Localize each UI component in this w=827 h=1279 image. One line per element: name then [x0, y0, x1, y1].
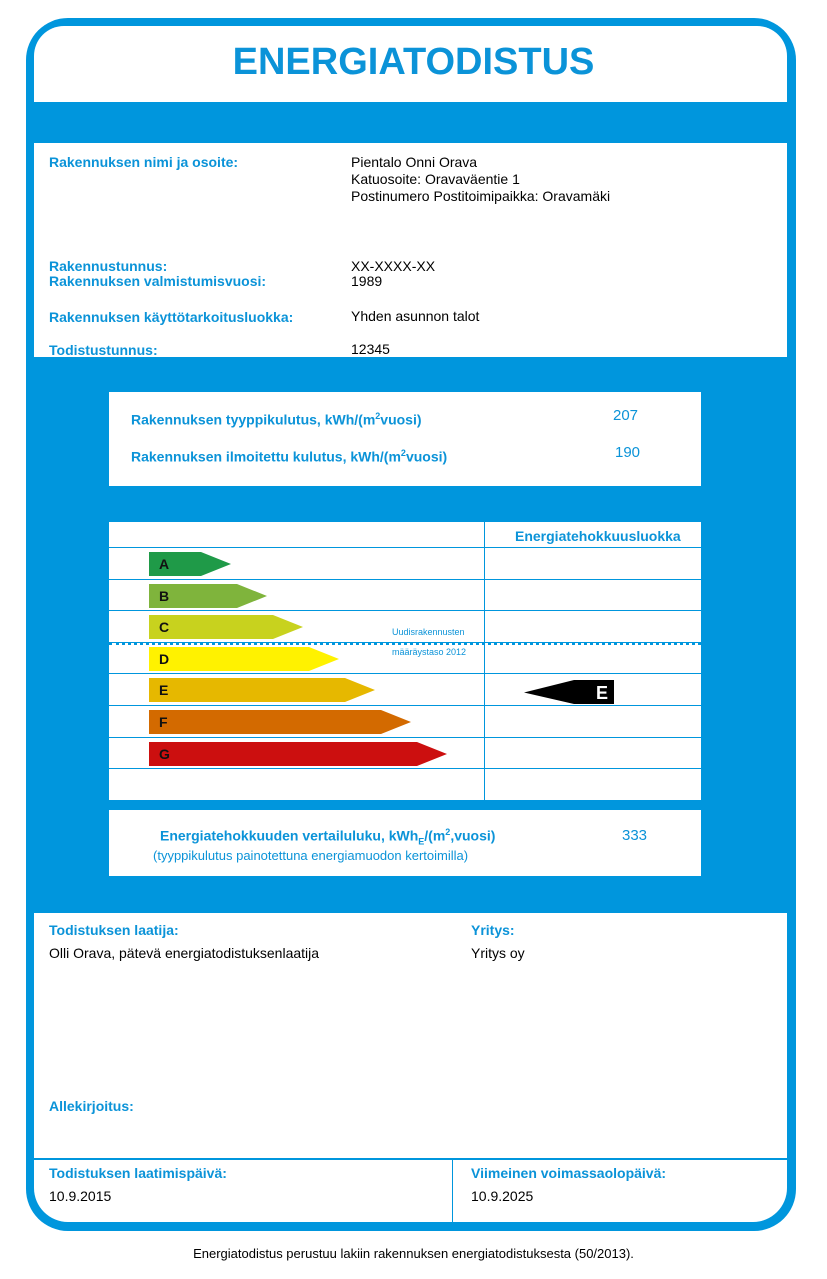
building-street-value: Katuosoite: Oravaväentie 1 — [351, 171, 520, 187]
energy-class-letter-a: A — [159, 556, 170, 572]
current-class-letter: E — [596, 683, 609, 703]
building-id-label: Rakennustunnus: — [49, 258, 168, 274]
building-class-value: Yhden asunnon talot — [351, 308, 480, 324]
scale-header: Energiatehokkuusluokka — [515, 528, 681, 544]
comparison-value: 333 — [622, 827, 648, 844]
building-name-value: Pientalo Onni Orava — [351, 154, 478, 170]
energy-class-letter-b: B — [159, 587, 170, 604]
certificate-id-value: 12345 — [351, 341, 390, 357]
date-value: 10.9.2015 — [49, 1188, 112, 1204]
signature-label: Allekirjoitus: — [49, 1098, 134, 1114]
energy-class-letter-d: D — [159, 650, 170, 667]
building-postal-value: Postinumero Postitoimipaikka: Oravamäki — [351, 188, 611, 204]
author-value: Olli Orava, pätevä energiatodistuksenlaatija — [49, 945, 320, 961]
scale-row-line — [109, 673, 701, 674]
date-label: Todistuksen laatimispäivä: — [49, 1165, 227, 1181]
scale-row-line — [109, 610, 701, 611]
typical-consumption-label: Rakennuksen tyyppikulutus, kWh/$(m^2vuosi)$ — [131, 411, 422, 428]
energy-class-letter-e: E — [159, 682, 169, 699]
company-label: Yritys: — [471, 922, 515, 938]
threshold-label-1: Uudisrakennusten — [392, 627, 465, 637]
scale-row-line — [109, 547, 701, 548]
typical-consumption-value: 207 — [613, 407, 639, 424]
energy-class-bar-g — [149, 742, 447, 766]
scale-row-line — [109, 768, 701, 769]
energy-class-bar-c — [149, 615, 303, 639]
building-year-value: 1989 — [351, 273, 383, 289]
comparison-sublabel: (tyyppikulutus painotettuna energiamuodon kertoimilla) — [153, 848, 469, 863]
certificate-id-label: Todistustunnus: — [49, 342, 158, 358]
building-name-label: Rakennuksen nimi ja osoite: — [49, 154, 239, 170]
reported-consumption-label: Rakennuksen ilmoitettu kulutus, kWh/$(m^2vuosi)$ — [131, 448, 448, 465]
page-title: ENERGIATODISTUS — [232, 41, 595, 83]
valid-value: 10.9.2025 — [471, 1188, 534, 1204]
scale-row-line — [109, 737, 701, 738]
threshold-line — [109, 642, 701, 645]
valid-label: Viimeinen voimassaolopäivä: — [471, 1165, 667, 1181]
threshold-label-2: määräystaso 2012 — [392, 647, 467, 657]
energy-class-letter-f: F — [159, 714, 168, 730]
reported-consumption-value: 190 — [615, 444, 641, 461]
footer-note: Energiatodistus perustuu lakiin rakennuksen energiatodistuksesta (50/2013). — [193, 1246, 634, 1261]
scale-row-line — [109, 579, 701, 580]
author-label: Todistuksen laatija: — [49, 922, 179, 938]
scale-row-line — [109, 705, 701, 706]
energy-class-letter-c: C — [159, 619, 170, 636]
building-year-label: Rakennuksen valmistumisvuosi: — [49, 273, 267, 289]
energy-class-letter-g: G — [159, 745, 170, 762]
energy-class-bar-d — [149, 647, 339, 671]
energy-class-bar-f — [149, 710, 411, 734]
scale-column-divider — [484, 522, 485, 800]
energy-class-bar-e — [149, 678, 375, 702]
dates-divider — [452, 1160, 453, 1224]
comparison-label: Energiatehokkuuden vertailuluku, $kWh_E/(m^2,vuosi)$ — [160, 827, 496, 847]
company-value: Yritys oy — [471, 945, 525, 961]
building-class-label: Rakennuksen käyttötarkoitusluokka: — [49, 309, 294, 325]
building-id-value: XX-XXXX-XX — [351, 258, 436, 274]
